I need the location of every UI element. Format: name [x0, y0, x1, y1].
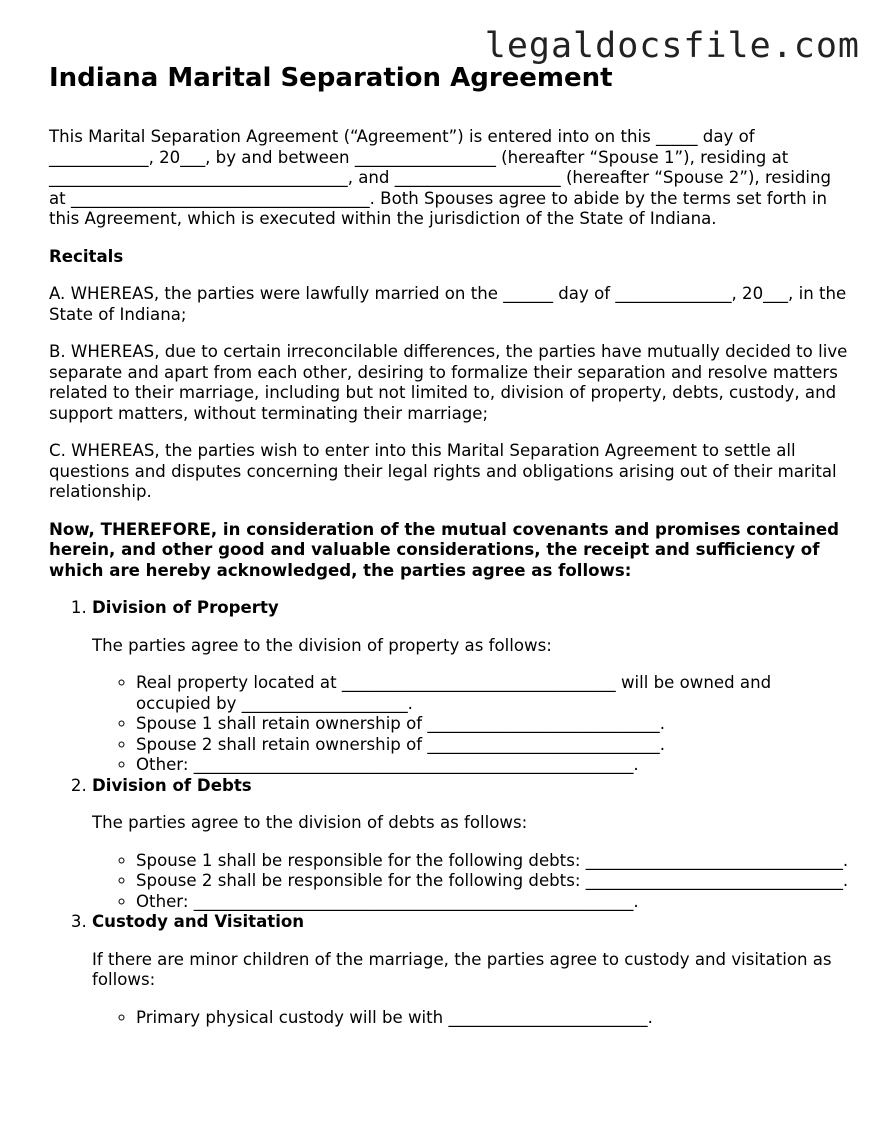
- recital-a: A. WHEREAS, the parties were lawfully married on the ______ day of ______________, 20___, in the State of Indiana;: [49, 284, 847, 324]
- section-items: [92, 851, 849, 913]
- list-item: ◦ Other: _____________________________________________________.: [136, 892, 849, 913]
- section-title: 3. Custody and Visitation: [92, 912, 305, 931]
- section-body: The parties agree to the division of debts as follows:: [92, 813, 528, 832]
- therefore-clause: Now, THEREFORE, in consideration of the mutual covenants and promises contained herein, and other good and valuable considerations, the receipt and sufficiency of which are hereby acknowledged, the parties agree as follows:: [49, 519, 840, 580]
- section-custody-and-visitation: [92, 912, 849, 1028]
- section-items: [92, 673, 849, 776]
- section-body: The parties agree to the division of property as follows:: [92, 635, 552, 655]
- recital-b: B. WHEREAS, due to certain irreconcilable differences, the parties have mutually decided to live separate and apart from each other, desiring to formalize their separation and resolve matters related to their marriage, including but not limited to, division of property, debts, custody, and support matters, without terminating their marriage;: [49, 342, 848, 423]
- section-title: 2. Division of Debts: [92, 775, 252, 795]
- list-item: ◦ Spouse 1 shall retain ownership of ____________________________.: [136, 714, 849, 735]
- list-item: ◦ Primary physical custody will be with ________________________.: [136, 1008, 849, 1029]
- recitals-heading: Recitals: [49, 246, 124, 266]
- list-item: ◦ Spouse 1 shall be responsible for the following debts: _______________________________.: [136, 851, 849, 872]
- section-body: If there are minor children of the marriage, the parties agree to custody and visitation as follows:: [92, 949, 832, 989]
- section-division-of-debts: [92, 776, 849, 913]
- intro-paragraph: This Marital Separation Agreement (“Agreement”) is entered into on this _____ day of ____________, 20___, by and between _________________ (hereafter “Spouse 1”), residing at ____________________________________, and ____________________ (hereafter “Spouse 2”), residing at ____________________________________. Both Spouses agree to abide by the terms set forth in this Agreement, which is executed within the jurisdiction of the State of Indiana.: [49, 127, 832, 228]
- sections-list: [49, 598, 849, 1028]
- document-title: Indiana Marital Separation Agreement: [49, 63, 613, 93]
- watermark: legaldocsfile.com: [484, 26, 860, 66]
- recital-c: C. WHEREAS, the parties wish to enter into this Marital Separation Agreement to settle all questions and disputes concerning their legal rights and obligations arising out of their marital relationship.: [49, 441, 837, 501]
- document-page: [49, 60, 849, 1028]
- section-title: 1. Division of Property: [92, 598, 279, 617]
- list-item: ◦ Spouse 2 shall be responsible for the following debts: _______________________________.: [136, 871, 849, 892]
- list-item: ◦ Other: _____________________________________________________.: [136, 755, 849, 776]
- section-division-of-property: [92, 598, 849, 776]
- list-item: ◦ Real property located at _________________________________ will be owned and occupied by ____________________.: [136, 673, 849, 714]
- section-items: [92, 1008, 849, 1029]
- list-item: ◦ Spouse 2 shall retain ownership of ____________________________.: [136, 735, 849, 756]
